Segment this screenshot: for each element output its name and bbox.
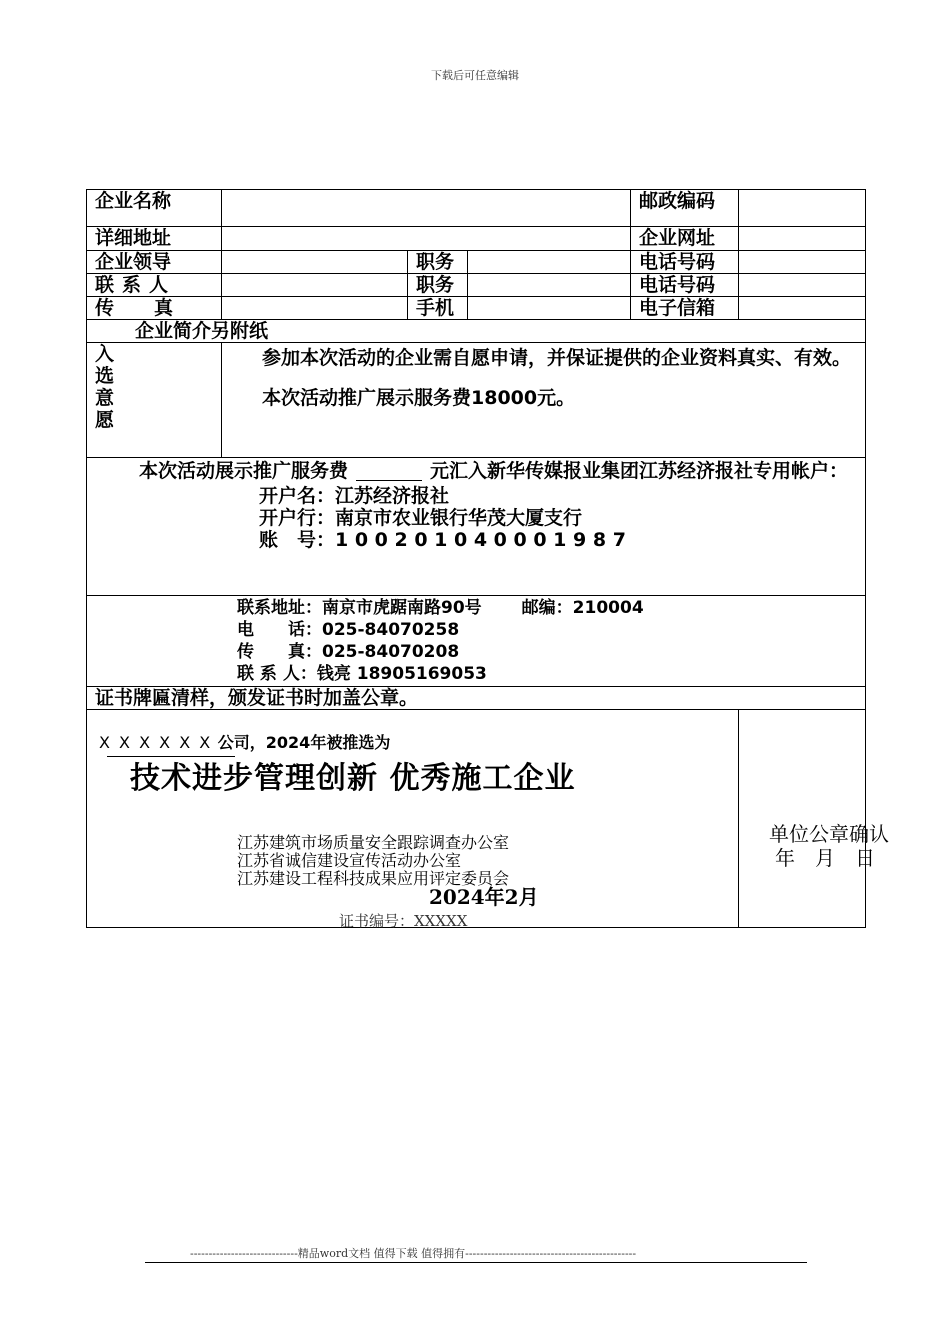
account-name: 开户名：江苏经济报社 (259, 485, 450, 507)
contact-address: 联系地址：南京市虎踞南路90号 (237, 598, 482, 618)
position-field-2[interactable] (468, 274, 631, 297)
account-number: 账 号：1 0 0 2 0 1 0 4 0 0 0 1 9 8 7 (259, 529, 626, 551)
postcode-field[interactable] (739, 190, 866, 227)
leader-label: 企业领导 (87, 251, 222, 274)
address-field[interactable] (222, 227, 631, 251)
bank-name: 开户行：南京市农业银行华茂大厦支行 (259, 507, 583, 529)
willingness-char-2: 选 (95, 365, 115, 387)
willingness-char-4: 愿 (95, 409, 115, 431)
postcode-label: 邮政编码 (631, 190, 739, 227)
cert-org-1: 江苏建筑市场质量安全跟踪调查办公室 (237, 833, 510, 852)
willingness-text-1: 参加本次活动的企业需自愿申请，并保证提供的企业资料真实、有效。 (262, 347, 852, 369)
payment-line (95, 460, 857, 482)
cert-recommend-line (99, 732, 390, 754)
contact-info-section (87, 596, 866, 687)
footer-divider (145, 1262, 807, 1263)
contact-zip: 邮编：210004 (521, 598, 644, 618)
contact-address-line (237, 597, 857, 619)
cert-number: 证书编号：XXXXX (339, 912, 468, 930)
mobile-label: 手机 (408, 297, 468, 320)
address-label: 详细地址 (87, 227, 222, 251)
cert-company-placeholder: X X X X X X (99, 733, 213, 752)
website-label: 企业网址 (631, 227, 739, 251)
phone-field[interactable] (739, 251, 866, 274)
seal-confirm-cell (739, 710, 889, 928)
company-name-label: 企业名称 (87, 190, 222, 227)
contact-fax: 传 真：025-84070208 (237, 642, 460, 662)
payment-section (87, 458, 866, 596)
contact-label: 联系人 (87, 274, 222, 297)
website-field[interactable] (739, 227, 866, 251)
intro-note: 企业简介另附纸 (87, 320, 866, 343)
phone-label-2: 电话号码 (631, 274, 739, 297)
position-label-2: 职务 (408, 274, 468, 297)
willingness-label (87, 343, 222, 458)
fax-label: 传真 (87, 297, 222, 320)
cert-org-3: 江苏建设工程科技成果应用评定委员会 (237, 869, 510, 888)
willingness-char-1: 入 (95, 343, 115, 365)
seal-date: 年 月 日 (775, 846, 875, 870)
payment-prefix: 本次活动展示推广服务费 (139, 460, 349, 482)
email-field[interactable] (739, 297, 866, 320)
leader-field[interactable] (222, 251, 408, 274)
position-field[interactable] (468, 251, 631, 274)
cert-company-underline (107, 756, 235, 757)
contact-person: 联 系 人：钱亮 18905169053 (237, 664, 487, 684)
payment-suffix: 元汇入新华传媒报业集团江苏经济报社专用帐户： (430, 460, 849, 482)
footer-text: -----------------------------精品word文档 值得下载 值得拥有---------------------------------------------- (190, 1247, 637, 1260)
email-label: 电子信箱 (631, 297, 739, 320)
phone-label: 电话号码 (631, 251, 739, 274)
willingness-text-2: 本次活动推广展示服务费18000元。 (262, 387, 576, 409)
fee-blank[interactable] (356, 462, 422, 481)
cert-org-2: 江苏省诚信建设宣传活动办公室 (237, 851, 462, 870)
position-label: 职务 (408, 251, 468, 274)
certificate-notice: 证书牌匾清样，颁发证书时加盖公章。 (87, 687, 866, 710)
header-note: 下载后可任意编辑 (431, 69, 519, 82)
certificate-sample (87, 710, 739, 928)
willingness-content (222, 343, 866, 458)
registration-form-table (86, 189, 889, 930)
mobile-field[interactable] (468, 297, 631, 320)
company-name-field[interactable] (222, 190, 631, 227)
willingness-char-3: 意 (95, 387, 115, 409)
cert-recommend-text: 公司，2024年被推选为 (217, 733, 391, 752)
contact-tel: 电 话：025-84070258 (237, 620, 460, 640)
contact-field[interactable] (222, 274, 408, 297)
cert-date: 2024年2月 (429, 885, 539, 909)
seal-confirm-label: 单位公章确认 (769, 822, 889, 846)
cert-title: 技术进步管理创新 优秀施工企业 (130, 761, 576, 796)
fax-field[interactable] (222, 297, 408, 320)
phone-field-2[interactable] (739, 274, 866, 297)
